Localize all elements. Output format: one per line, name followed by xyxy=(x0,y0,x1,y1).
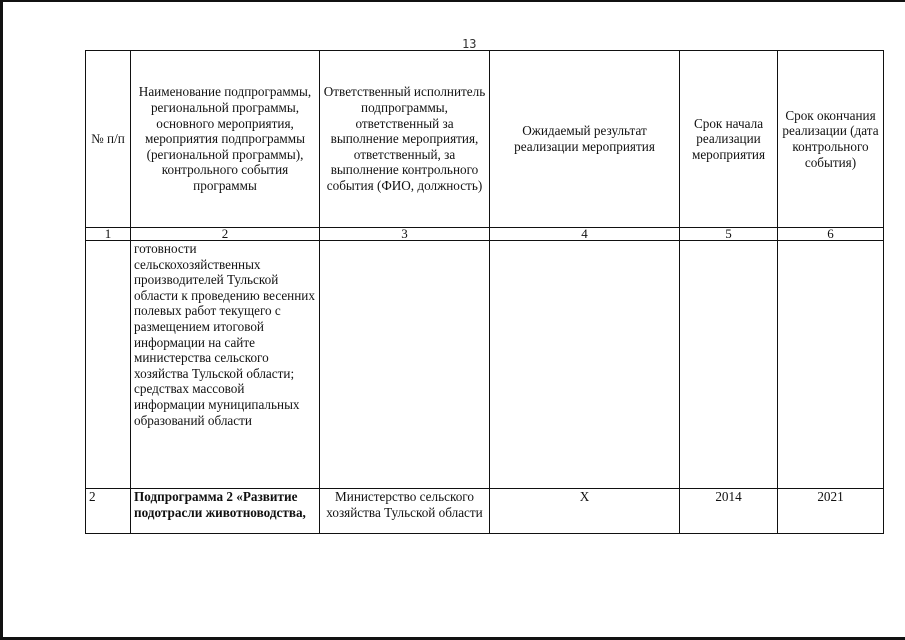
table-row xyxy=(86,489,884,534)
column-number: 1 xyxy=(86,228,131,241)
row-end: 2021 xyxy=(778,489,884,534)
scan-border-top xyxy=(0,0,905,2)
table-row xyxy=(86,241,884,489)
row-result xyxy=(490,241,680,489)
column-number: 6 xyxy=(778,228,884,241)
row-executor: Министерство сельского хозяйства Тульской области xyxy=(320,489,490,534)
row-name: готовности сельскохозяйственных производителей Тульской области к проведению весенних полевых работ текущего с размещением итоговой информации на сайте министерства сельского хозяйства Тульской области; средствах массовой информации муниципальных образований области xyxy=(131,241,320,489)
column-number: 3 xyxy=(320,228,490,241)
column-number: 2 xyxy=(131,228,320,241)
header-end: Срок окончания реализации (дата контрольного события) xyxy=(778,51,884,228)
row-end xyxy=(778,241,884,489)
header-row xyxy=(86,51,884,228)
row-start xyxy=(680,241,778,489)
scan-border-left xyxy=(0,0,3,640)
column-number: 4 xyxy=(490,228,680,241)
row-number: 2 xyxy=(86,489,131,534)
page-number: 13 xyxy=(462,37,477,51)
column-number-row xyxy=(86,228,884,241)
row-name: Подпрограмма 2 «Развитие подотрасли животноводства, xyxy=(131,489,320,534)
header-name: Наименование подпрограммы, региональной программы, основного мероприятия, мероприятия подпрограммы (региональной программы), контрольного события программы xyxy=(131,51,320,228)
header-result: Ожидаемый результат реализации мероприятия xyxy=(490,51,680,228)
row-start: 2014 xyxy=(680,489,778,534)
header-number: № п/п xyxy=(86,51,131,228)
column-number: 5 xyxy=(680,228,778,241)
program-table xyxy=(85,50,884,534)
row-executor xyxy=(320,241,490,489)
row-number xyxy=(86,241,131,489)
row-result: Х xyxy=(490,489,680,534)
header-start: Срок начала реализации мероприятия xyxy=(680,51,778,228)
header-executor: Ответственный исполнитель подпрограммы, ответственный за выполнение мероприятия, ответственный, за выполнение контрольного события (ФИО, должность) xyxy=(320,51,490,228)
